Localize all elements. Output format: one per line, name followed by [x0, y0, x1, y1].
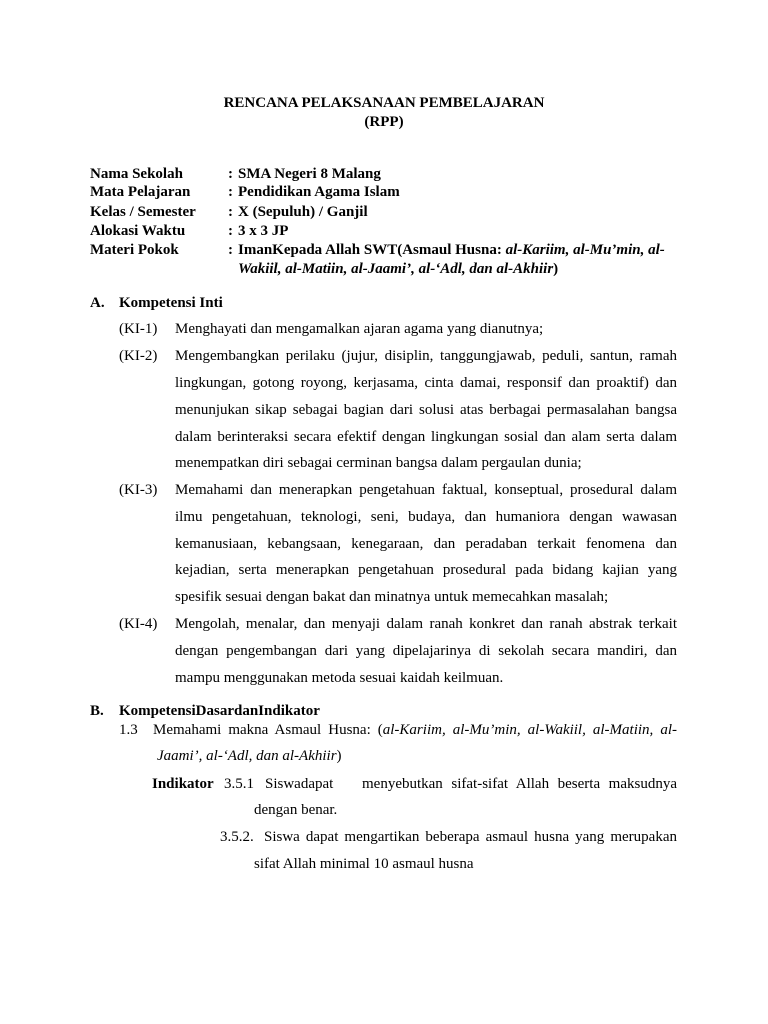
identity-value: 3 x 3 JP: [238, 223, 289, 239]
identity-separator: :: [228, 184, 233, 200]
identity-label: Nama Sekolah: [90, 166, 183, 182]
indikator-text: sifat Allah minimal 10 asmaul husna: [254, 856, 474, 872]
document-subtitle: (RPP): [364, 114, 404, 130]
ki-text-line: menempatkan diri sebagai cerminan bangsa dalam pergaulan dunia;: [175, 455, 582, 471]
ki-text-line: kemanusiaan, kebangsaan, kenegaraan, dan peradaban terkait fenomena dan: [175, 536, 677, 552]
kd-text-line2: Jaami’, al-‘Adl, dan al-Akhiir): [157, 748, 342, 764]
section-a-letter: A.: [90, 295, 105, 311]
ki-text-line: Mengolah, menalar, dan menyaji dalam ranah konkret dan ranah abstrak terkait: [175, 616, 677, 632]
ki-text-line: spesifik sesuai dengan bakat dan minatnya untuk memecahkan masalah;: [175, 589, 609, 605]
identity-label: Kelas / Semester: [90, 204, 196, 220]
identity-value: Pendidikan Agama Islam: [238, 184, 400, 200]
ki-text-line: Memahami dan menerapkan pengetahuan faktual, konseptual, prosedural dalam: [175, 482, 677, 498]
identity-label: Materi Pokok: [90, 242, 179, 258]
ki-text-line: dalam berinteraksi secara efektif dengan lingkungan sosial dan alam serta dalam: [175, 429, 677, 445]
ki-text-line: menunjukan sikap sebagai bagian dari solusi atas berbagai permasalahan bangsa: [175, 402, 677, 418]
ki-code: (KI-1): [119, 321, 158, 337]
identity-separator: :: [228, 204, 233, 220]
identity-separator: :: [228, 166, 233, 182]
kd-number: 1.3: [119, 722, 138, 738]
ki-code: (KI-2): [119, 348, 158, 364]
indikator-text: menyebutkan sifat-sifat Allah beserta maksudnya: [362, 776, 677, 792]
indikator-text: dengan benar.: [254, 802, 338, 818]
ki-text-line: ilmu pengetahuan, teknologi, seni, budaya, dan humaniora dengan wawasan: [175, 509, 677, 525]
indikator-text: Siswadapat: [265, 776, 334, 792]
ki-text-line: lingkungan, gotong royong, kerjasama, cinta damai, responsif dan proaktif) dan: [175, 375, 677, 391]
identity-separator: :: [228, 223, 233, 239]
identity-label: Mata Pelajaran: [90, 184, 191, 200]
identity-value-materi-line2: Wakiil, al-Matiin, al-Jaami’, al-‘Adl, dan al-Akhiir): [238, 261, 559, 277]
identity-separator: :: [228, 242, 233, 258]
indikator-code: 3.5.2.: [220, 829, 254, 845]
ki-text-line: Menghayati dan mengamalkan ajaran agama yang dianutnya;: [175, 321, 544, 337]
identity-value-materi-line1: ImanKepada Allah SWT(Asmaul Husna: al-Kariim, al-Mu’min, al-: [238, 242, 665, 258]
ki-text-line: dengan pengembangan dari yang dipelajarinya di sekolah secara mandiri, dan: [175, 643, 677, 659]
document-title: RENCANA PELAKSANAAN PEMBELAJARAN: [223, 95, 545, 111]
section-b-letter: B.: [90, 703, 104, 719]
indikator-label: Indikator: [152, 776, 214, 792]
ki-text-line: kejadian, serta menerapkan pengetahuan prosedural pada bidang kajian yang: [175, 562, 677, 578]
ki-code: (KI-3): [119, 482, 158, 498]
indikator-code: 3.5.1: [224, 776, 254, 792]
kd-text-line1: Memahami makna Asmaul Husna: (al-Kariim, al-Mu’min, al-Wakiil, al-Matiin, al-: [153, 722, 677, 738]
section-b-heading: KompetensiDasardanIndikator: [119, 703, 320, 719]
ki-text-line: Mengembangkan perilaku (jujur, disiplin, tanggungjawab, peduli, santun, ramah: [175, 348, 677, 364]
ki-text-line: mampu menggunakan metoda sesuai kaidah keilmuan.: [175, 670, 504, 686]
indikator-text: Siswa dapat mengartikan beberapa asmaul husna yang merupakan: [264, 829, 677, 845]
identity-value: X (Sepuluh) / Ganjil: [238, 204, 368, 220]
section-a-heading: Kompetensi Inti: [119, 295, 223, 311]
identity-label: Alokasi Waktu: [90, 223, 186, 239]
identity-value: SMA Negeri 8 Malang: [238, 166, 381, 182]
ki-code: (KI-4): [119, 616, 158, 632]
